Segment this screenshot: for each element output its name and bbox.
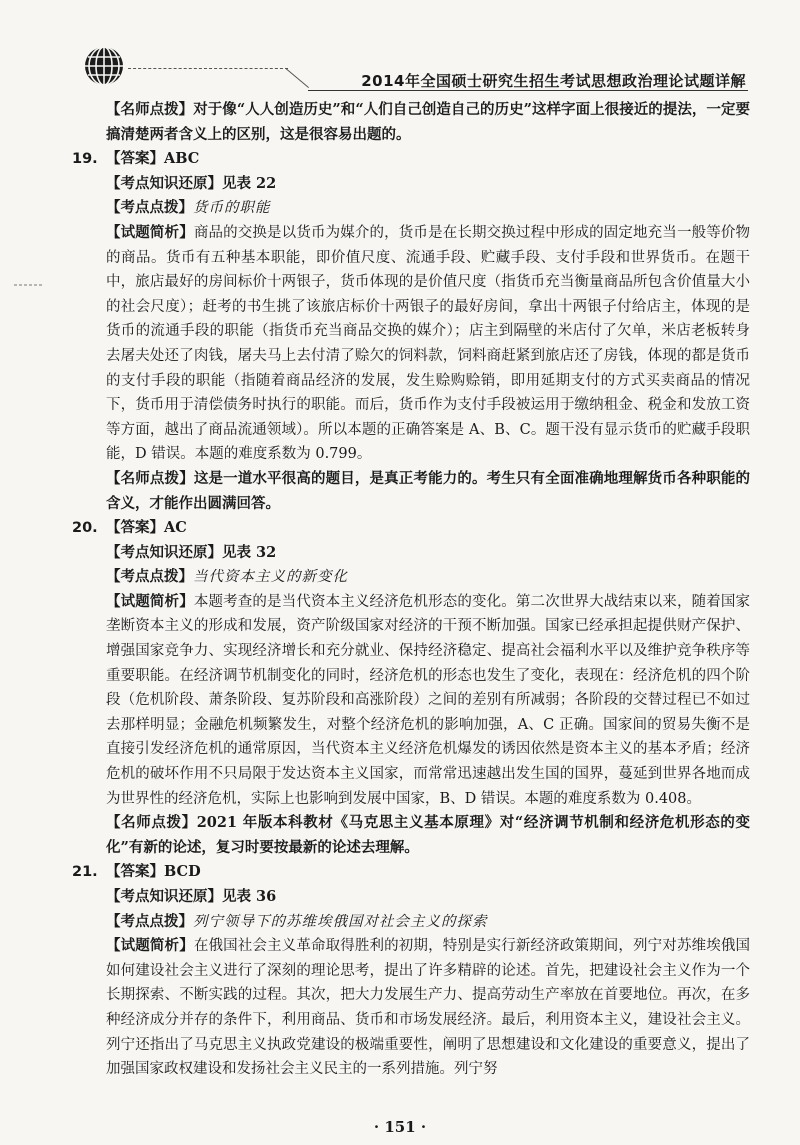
knowledge-label: 【考点知识还原】 — [106, 888, 222, 905]
point-line — [78, 910, 750, 935]
point-label: 【考点点拨】 — [106, 912, 193, 930]
knowledge-value: 见表 32 — [222, 543, 277, 561]
knowledge-line — [78, 541, 750, 566]
question-21 — [72, 860, 751, 1081]
header-rule-dashed — [128, 68, 288, 69]
question-20 — [72, 516, 751, 860]
knowledge-value: 见表 22 — [222, 174, 277, 192]
tip-text: 对于像“人人创造历史”和“人们自己创造自己的历史”这样字面上很接近的提法，一定要搞清楚两者含义上的区别，这是很容易出题的。 — [106, 101, 750, 143]
tip-label: 【名师点拨】 — [106, 814, 197, 832]
header-rule-slant — [285, 68, 309, 88]
answer-label: 【答案】 — [106, 150, 164, 168]
question-number: 21. — [72, 864, 98, 881]
answer-line — [72, 516, 750, 541]
answer-line — [72, 860, 750, 885]
tip-label: 【名师点拨】 — [106, 101, 194, 118]
answer-value: ABC — [164, 150, 200, 168]
point-line — [78, 196, 750, 221]
question-number: 19. — [72, 151, 98, 168]
knowledge-line — [78, 885, 750, 910]
answer-line — [72, 147, 750, 172]
question-number: 20. — [72, 520, 98, 537]
answer-label: 【答案】 — [106, 863, 164, 881]
analysis-paragraph — [78, 221, 750, 467]
answer-value: AC — [164, 519, 187, 537]
analysis-text: 本题考查的是当代资本主义经济危机形态的变化。第二次世界大战结束以来，随着国家垄断资本主义的形成和发展，资产阶级国家对经济的干预不断加强。国家已经承担起提供财产保护、增强国家竞争力、实现经济增长和充分就业、保持经济稳定、提高社会福利水平以及维护竞争秩序等重要职能。在经济调节机制变化的同时，经济危机的形态也发生了变化，表现在：经济危机的四个阶段（危机阶段、萧条阶段、复苏阶段和高涨阶段）之间的差别有所减弱；各阶段的交替过程已不如过去那样明显；金融危机频繁发生，对整个经济危机的影响加强，A、C 正确。国家间的贸易失衡不是直接引发经济危机的通常原因，当代资本主义经济危机爆发的诱因依然是资本主义的基本矛盾；经济危机的破坏作用不只局限于发达资本主义国家，而常常迅速越出发生国的国界，蔓延到世界各地而成为世界性的经济危机，实际上也影响到发展中国家，B、D 错误。本题的难度系数为 0.408。 — [106, 593, 751, 807]
point-line — [78, 565, 750, 590]
analysis-label: 【试题简析】 — [106, 592, 194, 610]
page-number: · 151 · — [373, 1118, 427, 1136]
analysis-label: 【试题简析】 — [106, 937, 194, 955]
knowledge-label: 【考点知识还原】 — [106, 174, 222, 192]
point-value: 列宁领导下的苏维埃俄国对社会主义的探索 — [193, 913, 488, 930]
margin-mark — [14, 283, 42, 287]
intro-tip — [78, 98, 750, 147]
tip-paragraph — [78, 811, 750, 860]
knowledge-label: 【考点知识还原】 — [106, 543, 222, 561]
analysis-text: 商品的交换是以货币为媒介的，货币是在长期交换过程中形成的固定地充当一般等价物的商品。货币有五种基本职能，即价值尺度、流通手段、贮藏手段、支付手段和世界货币。在题干中，旅店最好的房间标价十两银子，货币体现的是价值尺度（指货币充当衡量商品所包含价值量大小的社会尺度）；赶考的书生挑了该旅店标价十两银子的最好房间，拿出十两银子付给店主，体现的是货币的流通手段的职能（指货币充当商品交换的媒介）；店主到隔壁的米店付了欠单，米店老板转身去屠夫处还了肉钱，屠夫马上去付清了赊欠的饲料款，饲料商赶紧到旅店还了房钱，体现的都是货币的支付手段的职能（指随着商品经济的发展，发生赊购赊销，即用延期支付的方式买卖商品的情况下，货币用于清偿债务时执行的职能。而后，货币作为支付手段被运用于缴纳租金、税金和发放工资等方面，越出了商品流通领域）。所以本题的正确答案是 A、B、C。题干没有显示货币的贮藏手段职能，D 错误。本题的难度系数为 0.799。 — [106, 224, 751, 463]
analysis-paragraph — [78, 590, 750, 811]
page-header — [0, 0, 800, 100]
point-label: 【考点点拨】 — [106, 199, 193, 217]
header-title: 2014年全国硕士研究生招生考试思想政治理论试题详解 — [361, 72, 746, 90]
point-label: 【考点点拨】 — [106, 568, 193, 586]
tip-text: 这是一道水平很高的题目，是真正考能力的。考生只有全面准确地理解货币各种职能的含义，才能作出圆满回答。 — [106, 469, 751, 512]
tip-label: 【名师点拨】 — [106, 469, 194, 487]
question-19 — [72, 147, 751, 516]
analysis-paragraph — [78, 934, 750, 1082]
page-content — [72, 98, 751, 1082]
globe-icon — [82, 44, 126, 88]
tip-text: 2021 年版本科教材《马克思主义基本原理》对“经济调节机制和经济危机形态的变化”有新的论述，复习时要按最新的论述去理解。 — [106, 814, 750, 856]
point-value: 货币的职能 — [193, 200, 271, 217]
answer-label: 【答案】 — [106, 519, 164, 537]
analysis-label: 【试题简析】 — [106, 223, 194, 241]
tip-paragraph — [78, 467, 750, 516]
point-value: 当代资本主义的新变化 — [193, 569, 348, 586]
knowledge-line — [78, 172, 750, 197]
answer-value: BCD — [164, 863, 201, 881]
knowledge-value: 见表 36 — [222, 888, 277, 905]
analysis-text: 在俄国社会主义革命取得胜利的初期，特别是实行新经济政策期间，列宁对苏维埃俄国如何建设社会主义进行了深刻的理论思考，提出了许多精辟的论述。首先，把建设社会主义作为一个长期探索、不断实践的过程。其次，把大力发展生产力、提高劳动生产率放在首要地位。再次，在多种经济成分并存的条件下，利用商品、货币和市场发展经济。最后，利用资本主义，建设社会主义。列宁还指出了马克思主义执政党建设的极端重要性，阐明了思想建设和文化建设的重要意义，提出了加强国家政权建设和发扬社会主义民主的一系列措施。列宁努 — [106, 938, 751, 1078]
